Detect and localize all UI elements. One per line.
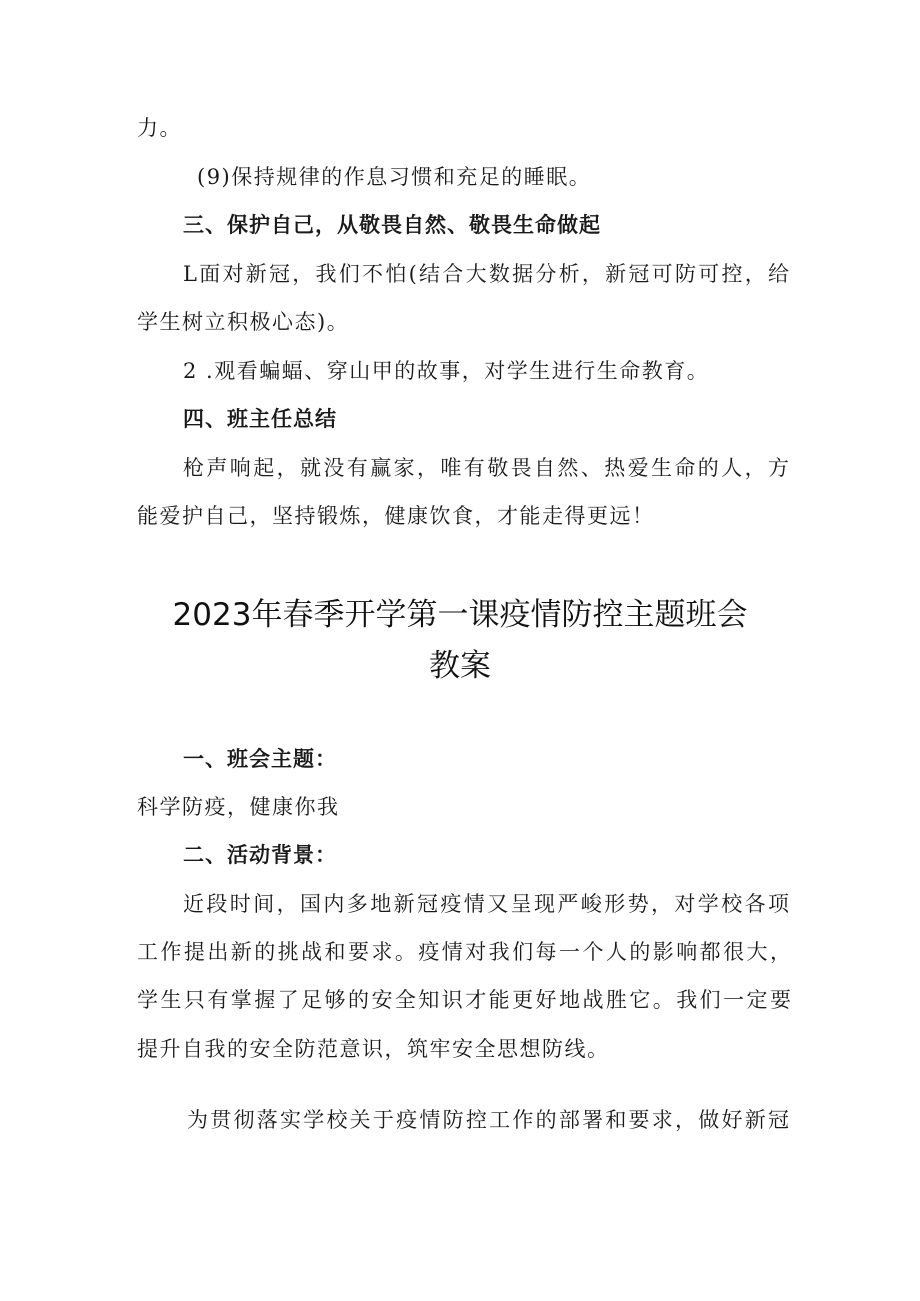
paragraph-line: 学生只有掌握了足够的安全知识才能更好地战胜它。我们一定要 [137, 988, 791, 1012]
section-heading-2: 二、活动背景： [183, 843, 337, 867]
section-heading-3: 三、保护自己，从敬畏自然、敬畏生命做起 [183, 213, 601, 237]
document-title: 2023年春季开学第一课疫情防控主题班会 [172, 597, 748, 633]
section-heading-4: 四、班主任总结 [183, 407, 337, 431]
paragraph-line: 近段时间，国内多地新冠疫情又呈现严峻形势，对学校各项 [183, 892, 789, 916]
paragraph-line: 枪声响起，就没有赢家，唯有敬畏自然、热爱生命的人，方 [183, 456, 789, 480]
paragraph-line: 能爱护自己，坚持锻炼，健康饮食，才能走得更远！ [137, 504, 655, 528]
document-title-line2: 教案 [429, 648, 491, 684]
list-item-2: 2 .观看蝙蝠、穿山甲的故事，对学生进行生命教育。 [183, 359, 710, 383]
list-item-9: (9)保持规律的作息习惯和充足的睡眠。 [197, 165, 592, 189]
section-heading-1: 一、班会主题： [183, 747, 337, 771]
paragraph-line: 工作提出新的挑战和要求。疫情对我们每一个人的影响都很大， [137, 940, 791, 964]
paragraph-line: 为贯彻落实学校关于疫情防控工作的部署和要求，做好新冠 [187, 1108, 789, 1132]
paragraph-line: 提升自我的安全防范意识，筑牢安全思想防线。 [137, 1037, 610, 1061]
paragraph-continuation: 力。 [137, 116, 182, 140]
paragraph-line: 学生树立积极心态)。 [137, 310, 350, 334]
theme-text: 科学防疫，健康你我 [137, 795, 340, 819]
paragraph-line: L面对新冠，我们不怕(结合大数据分析，新冠可防可控，给 [183, 262, 789, 286]
